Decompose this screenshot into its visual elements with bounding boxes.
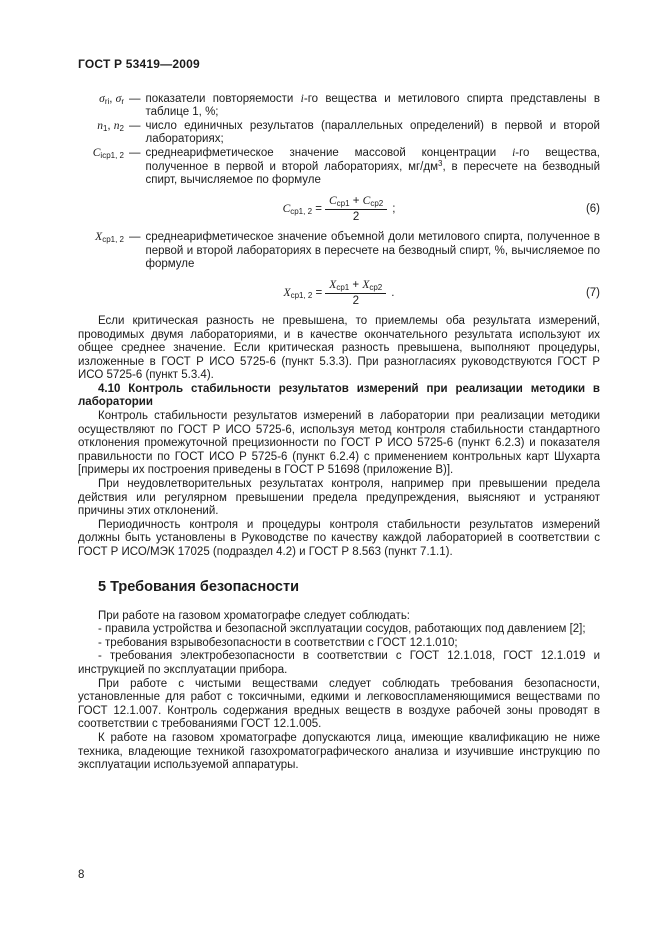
- definition-dash: —: [129, 92, 141, 105]
- list-item-electrical-safety: - требования электробезопасности в соответствии с ГОСТ 12.1.018, ГОСТ 12.1.019 и инструкцией по эксплуатации прибора.: [78, 650, 600, 676]
- subsection-heading-4-10: 4.10 Контроль стабильности результатов измерений при реализации методики в лаборатории: [78, 382, 600, 409]
- page-number: 8: [78, 869, 85, 881]
- formula-7-expression: [284, 279, 395, 309]
- page-content: [78, 58, 600, 773]
- definition-text: среднеарифметическое значение объемной доли метилового спирта, полученное в первой и второй лабораториях в пересчете на безводный спирт, %, вычисляемое по формуле: [145, 230, 600, 271]
- section-heading-5: 5 Требования безопасности: [98, 578, 300, 595]
- formula-punctuation: .: [391, 287, 395, 300]
- definition-row-n: [78, 120, 600, 147]
- document-code-header: ГОСТ Р 53419—2009: [78, 57, 200, 71]
- formula-7: [78, 279, 600, 309]
- definition-row-x: [78, 231, 600, 272]
- formula-lhs: $C_{ср1, 2}$ =: [282, 203, 322, 217]
- list-item-explosion-safety: - требования взрывобезопасности в соответствии с ГОСТ 12.1.010;: [98, 636, 458, 649]
- paragraph-pure-substances: При работе с чистыми веществами следует соблюдать требования безопасности, установленные для работ с токсичными, едкими и легковоспламеняющимися веществами по ГОСТ 12.1.007. Контроль содержания вредных веществ в воздухе рабочей зоны проводят в соответствии с требованиями ГОСТ 12.1.005.: [78, 677, 600, 731]
- formula-lhs: $X_{ср1, 2}$ =: [283, 287, 323, 301]
- formula-number: (6): [585, 203, 600, 216]
- paragraph-stability-control: Контроль стабильности результатов измерений в лаборатории при реализации методики осуществляют по ГОСТ Р ИСО 5725-6, используя метод контроля стабильности стандартного отклонения промежуточной прецизионности по ГОСТ Р ИСО 5725-6 (пункт 6.2.3) и показателя правильности по ГОСТ ИСО Р 5725-6 (пункт 6.2.4) с применением контрольных карт Шухарта [примеры их построения приведены в ГОСТ Р 51698 (приложение В)].: [78, 410, 600, 477]
- fraction-denominator: 2: [352, 211, 360, 224]
- paragraph-gc-requirements-intro: При работе на газовом хроматографе следует соблюдать:: [98, 609, 411, 622]
- definition-term: $\sigma_{ri}$, $\sigma_r$: [99, 92, 124, 106]
- definition-dash: —: [129, 119, 141, 132]
- definition-term: $X_{ср1, 2}$: [95, 230, 124, 244]
- definition-text: число единичных результатов (параллельных определений) в первой и второй лабораториях;: [145, 119, 600, 146]
- fraction-numerator: $X_{ср1} + X_{ср2}$: [325, 279, 386, 295]
- paragraph-personnel-qualification: К работе на газовом хроматографе допускаются лица, имеющие квалификацию не ниже техника, владеющие техникой газохроматографического анализа и изучившие инструкцию по эксплуатации используемой аппаратуры.: [78, 731, 600, 772]
- paragraph-acceptance: Если критическая разность не превышена, то приемлемы оба результата измерений, проводимых двумя лабораториями, и в качестве окончательного результата используют их общее среднее значение. Если критическая разность превышена, выполняют процедуры, изложенные в ГОСТ Р ИСО 5725-6 (пункт 5.3.3). При разногласиях руководствуются ГОСТ Р ИСО 5725-6 (пункт 5.3.4).: [78, 314, 600, 382]
- formula-6: [78, 195, 600, 225]
- definition-dash: —: [129, 146, 141, 159]
- definition-row-sigma: [78, 93, 600, 120]
- fraction-numerator: $C_{ср1} + C_{ср2}$: [325, 195, 387, 211]
- list-item-pressure-vessels: - правила устройства и безопасной эксплуатации сосудов, работающих под давлением [2];: [98, 623, 586, 636]
- definition-term: $C_{iср1, 2}$: [92, 146, 124, 160]
- formula-fraction: [325, 195, 387, 225]
- definition-term: $n_1$, $n_2$: [97, 119, 124, 133]
- fraction-denominator: 2: [352, 295, 359, 308]
- formula-6-expression: [283, 195, 396, 225]
- definition-text: среднеарифметическое значение массовой концентрации i-го вещества, полученное в первой и второй лабораториях, $мг/дм^3$, в пересчете на безводный спирт, вычисляемое по формуле: [145, 146, 600, 187]
- formula-punctuation: ;: [392, 203, 396, 216]
- definition-row-c: [78, 147, 600, 188]
- definition-text: показатели повторяемости i-го вещества и метилового спирта представлены в таблице 1, %;: [145, 92, 600, 119]
- paragraph-control-periodicity: Периодичность контроля и процедуры контроля стабильности результатов измерений должны быть установлены в Руководстве по качеству каждой лабораторией в соответствии с ГОСТ Р ИСО/МЭК 17025 (подраздел 4.2) и ГОСТ Р 8.563 (пункт 7.1.1).: [78, 518, 600, 558]
- definition-dash: —: [129, 230, 141, 243]
- formula-fraction: [325, 279, 386, 309]
- paragraph-unsatisfactory-results: При неудовлетворительных результатах контроля, например при превышении предела действия или регулярном превышении предела предупреждения, выясняют и устраняют причины этих отклонений.: [78, 478, 600, 518]
- formula-number: (7): [585, 287, 600, 300]
